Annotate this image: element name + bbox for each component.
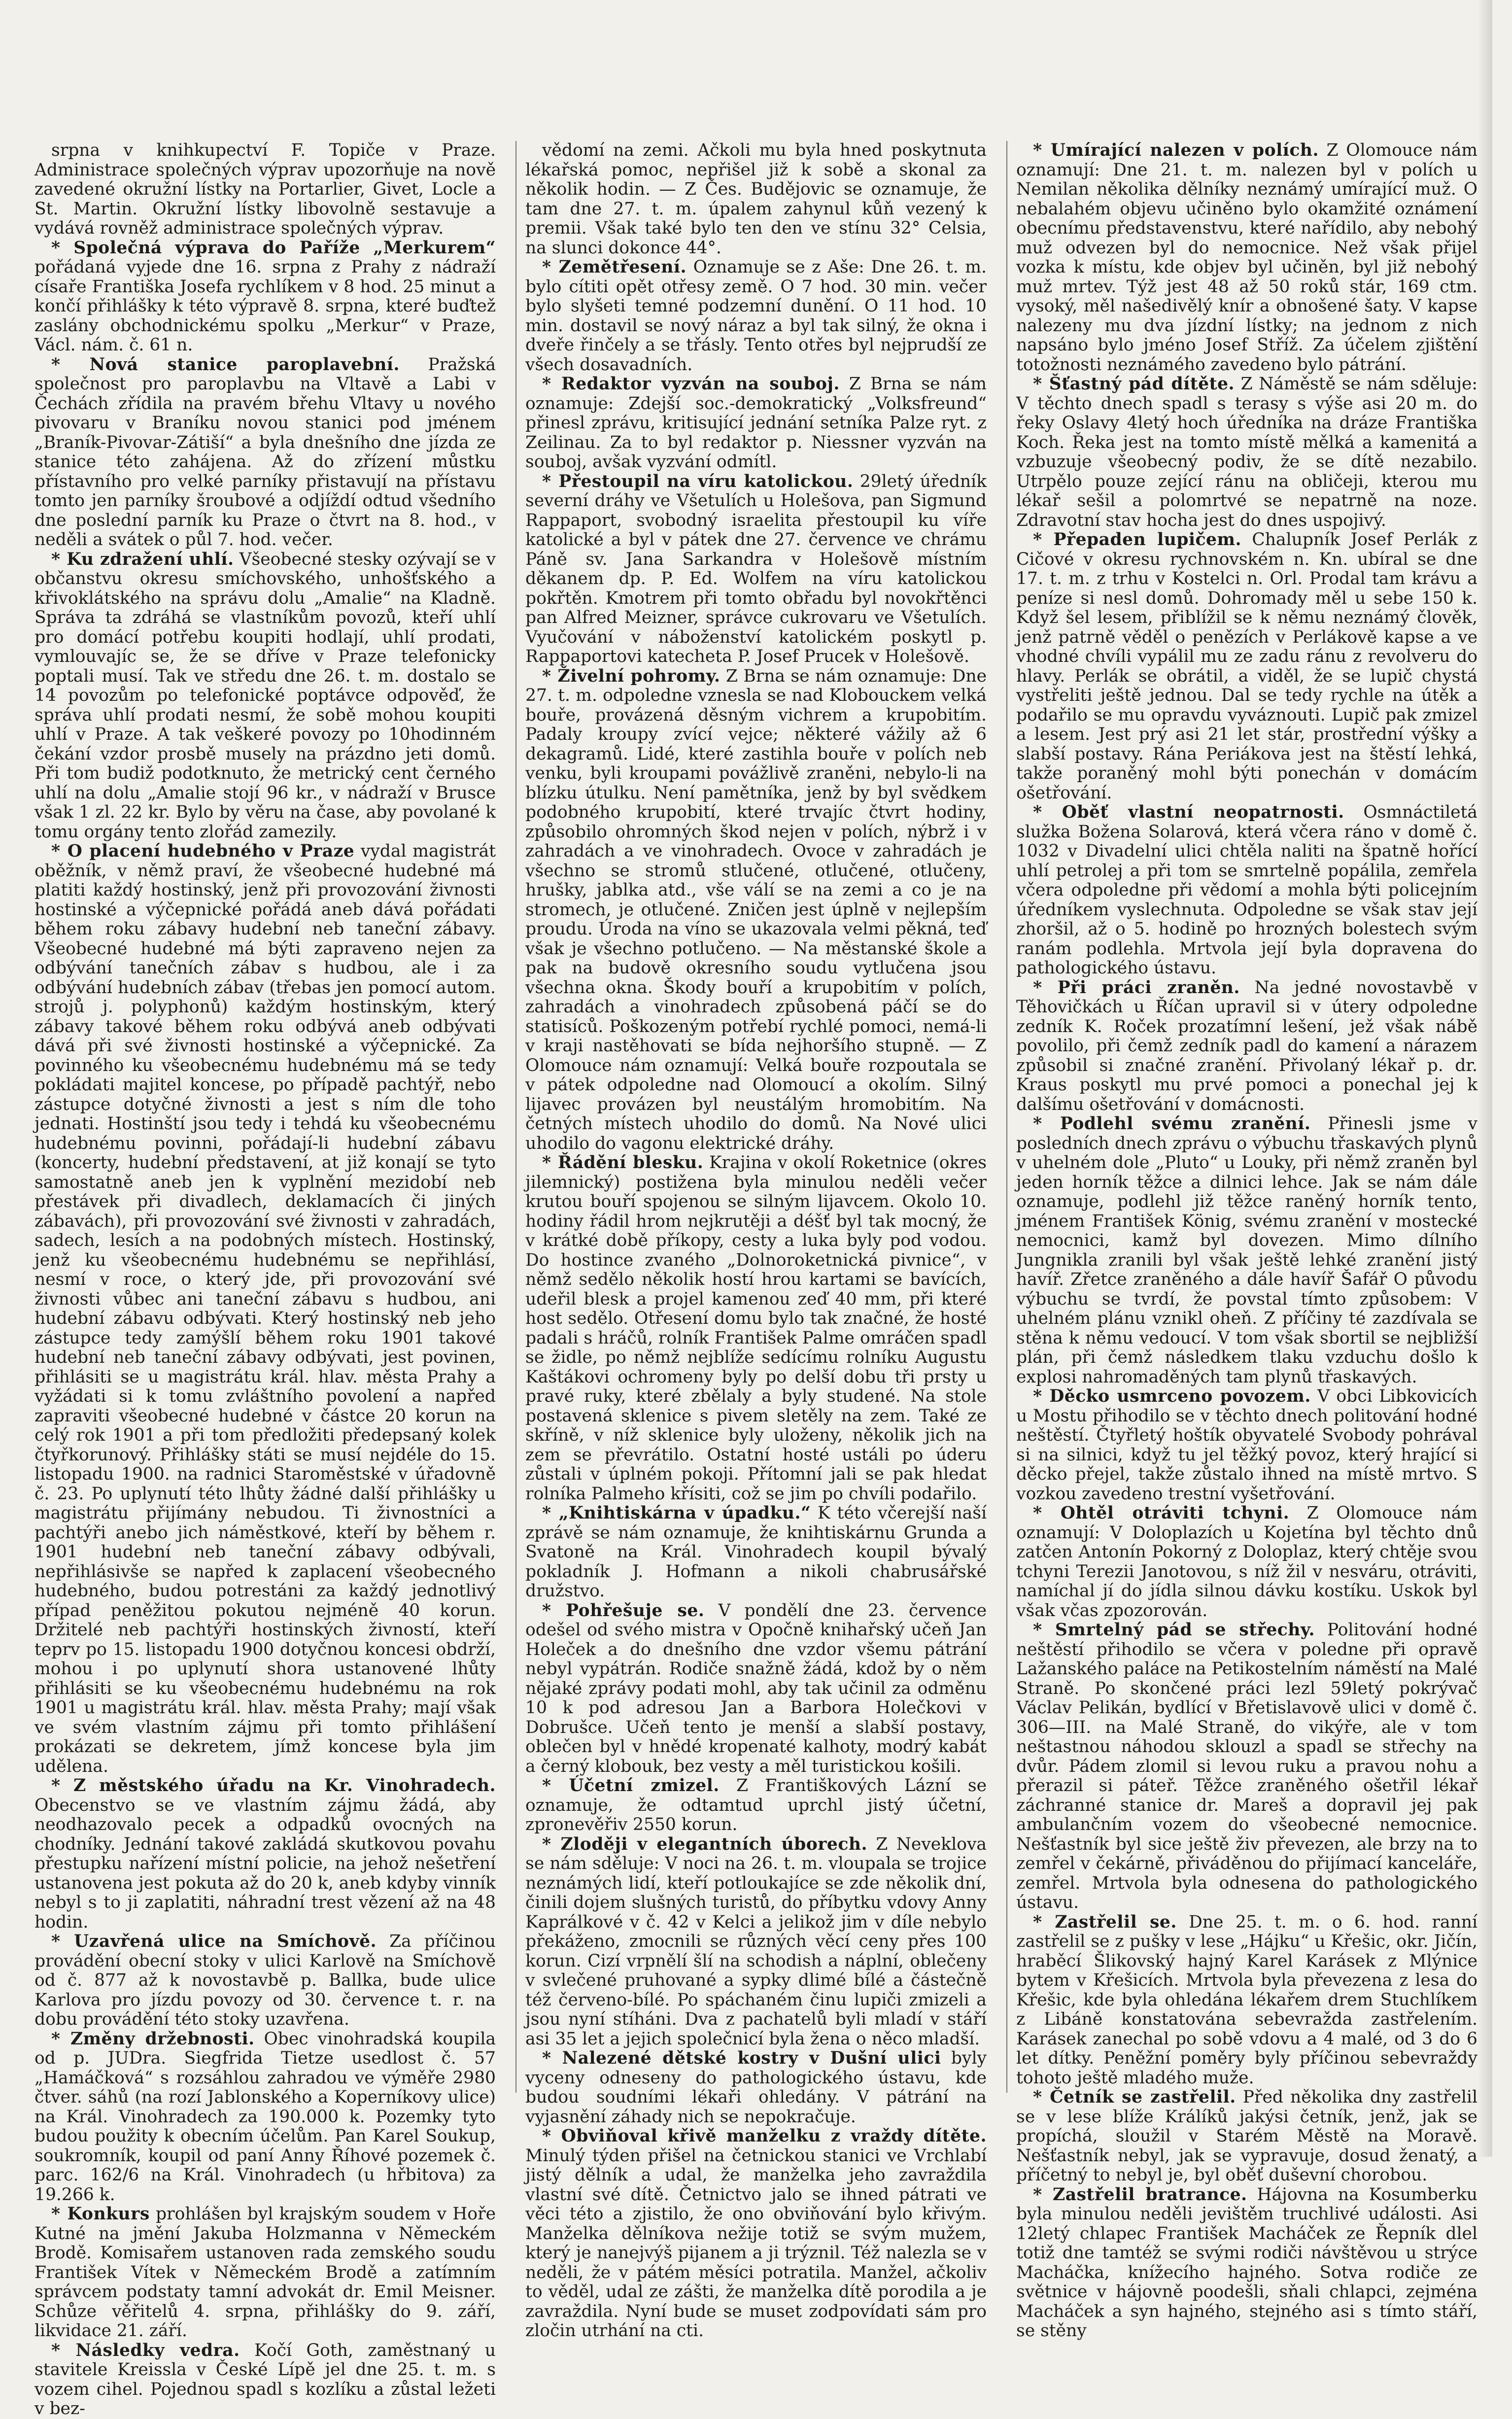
news-item bbox=[525, 1153, 987, 1504]
news-item-headline: * Konkurs bbox=[51, 2204, 150, 2224]
article-columns bbox=[34, 140, 1478, 2419]
news-item-headline: * Živelní pohromy. bbox=[542, 666, 721, 686]
news-item-text: Před několika dny zastřelil se v lese blíže Králíků jakýsi četník, jenž, jak se propíchá, sloužil v Starém Městě na Moravě. Nešťastník nebyl, jak se vypravuje, dosud ženatý, a příčetný to nebyl je, byl oběť duševní chorobou. bbox=[1016, 2087, 1478, 2185]
news-item-headline: * Ku zdražení uhlí. bbox=[51, 549, 234, 569]
news-item bbox=[34, 550, 496, 842]
news-item-headline: * Nová stanice paroplavební. bbox=[51, 354, 400, 375]
column-1 bbox=[34, 140, 496, 2419]
news-item-headline: * Přepaden lupičem. bbox=[1033, 530, 1241, 550]
news-item-headline: * Zloději v elegantních úborech. bbox=[542, 1834, 867, 1854]
news-item-text: Všeobecné stesky ozývají se v občanstvu okresu smíchovského, unhošťského a křivoklátského na správu dolu „Amalie“ na Kladně. Správa ta zdráhá se vlastníkům povozů, kteří uhlí pro domácí potřebu koupiti hodlají, uhlí prodati, vymlouvajíc se, že se dříve v Praze telefonicky poptali musí. Tak ve středu dne 26. t. m. dostalo se 14 povozům po telefonické poptávce odpověď, že správa uhlí prodati nesmí, že sobě mohou koupiti uhlí v Praze. A tak veškeré povozy po 10hodinném čekání vzdor prosbě musely na prázdno jeti domů. Při tom budiž podotknuto, že metrický cent černého uhlí na dolu „Amalie stojí 96 kr., v nádraží v Brusce však 1 zl. 22 kr. Bylo by věru na čase, aby povolané k tomu orgány tento zlořád zamezily. bbox=[34, 549, 496, 842]
news-item-text: K této včerejší naší zprávě se nám oznamuje, že knihtiskárnu Grunda a Svatoně na Král. Vinohradech koupil bývalý pokladník J. Hofmann a nikoli chabrusářské družstvo. bbox=[525, 1503, 987, 1601]
news-item-headline: * Zastřelil bratrance. bbox=[1033, 2184, 1247, 2205]
news-item-text: V obci Libkovicích u Mostu přihodilo se v těchto dnech politování hodné neštěstí. Čtyřletý hoštík obyvatelé Svobody pohrával si na silnici, když tu jel těžký povoz, který hrající si děcko přejel, takže zůstalo ihned na místě mrtvo. S vozkou zavedeno trestní vyšetřování. bbox=[1016, 1386, 1478, 1504]
news-item-text: Za příčinou provádění obecní stoky v ulici Karlově na Smíchově od č. 877 až k novostavbě p. Ballka, bude ulice Karlova pro jízdu povozy od 30. července t. r. na dobu provádění této stoky uzavřena. bbox=[34, 1932, 496, 2029]
news-item-text: Pražská společnost pro paroplavbu na Vltavě a Labi v Čechách zřídila na pravém břehu Vltavy u nového pivovaru v Braníku novou stanici pod jménem „Braník-Pivovar-Zátiší“ a byla dnešního dne jízda ze stanice této zahájena. Až do zřízení můstku přístavního pro velké parníky přistavují na přístavu tomto jen parníky šroubové a odjíždí odtud všedního dne poslední parník ku Praze o čtvrt na 8. hod., v neděli a svátek o půl 7. hod. večer. bbox=[34, 354, 496, 550]
news-item-text: prohlášen byl krajským soudem v Hoře Kutné na jmění Jakuba Holzmanna v Německém Brodě. Komisařem ustanoven rada zemského soudu František Vítek v Německém Brodě a zatímním správcem podstaty tamní advokát dr. Emil Meisner. Schůze věřitelů 4. srpna, přihlášky do 9. září, likvidace 21. září. bbox=[34, 2204, 496, 2341]
news-item bbox=[34, 842, 496, 1776]
news-item-headline: * Uzavřená ulice na Smíchově. bbox=[51, 1932, 377, 1951]
news-item bbox=[34, 2030, 496, 2205]
news-item-text: Z Neveklova se nám sděluje: V noci na 26. t. m. vloupala se trojice neznámých lidí, kteří potloukajíce se zde několik dní, činili dojem slušných turistů, do příbytku vdovy Anny Kaprálkové v č. 42 v Kelci a jelikož jim v díle nebylo překáženo, zmocnili se různých věcí ceny přes 100 korun. Cizí vrpnělí šlí na schodish a náplní, oblečeny v svlečené pruhované a sypky dlimé bílé a částečně též červeno-bílé. Po spáchaném činu lupiči zmizeli a jsou nyní stíháni. Dva z pachatelů byli mladí v stáří asi 35 let a jejich společnicí byla žena o něco mladší. bbox=[525, 1834, 987, 2049]
news-item-headline: * Zemětřesení. bbox=[542, 257, 687, 277]
news-item-text: Z Brna se nám oznamuje: Dne 27. t. m. odpoledne vznesla se nad Klobouckem velká bouře, provázená děsným vichrem a krupobitím. Padaly kroupy zvící vejce; některé vážily až 6 dekagramů. Lidé, které zastihla bouře v polích neb venku, byli kroupami povážlivě zraněni, nebylo-li na blízku útulku. Není pamětníka, jenž by byl svědkem podobného krupobití, které trvajíc čtvrt hodiny, způsobilo ohromných škod nejen v polích, nýbrž i v zahradách a ve vinohradech. Ovoce v zahradách je všechno se stromů stlučené, otlučené, otlučeny, hrušky, jablka atd., vše válí se na zemi a co je na stromech, je otlučené. Zničen jest úplně v nejlepším proudu. Úroda na víno se ukazovala velmi pěkná, teď však je všechno potlučeno. — Na městanské škole a pak na budově okresního soudu vytlučena jsou všechna okna. Škody bouří a krupobitím v polích, zahradách a vinohradech způsobená páčí se do statisíců. Poškozeným potřebí rychlé pomoci, nemá-li v kraji nastěhovati se bída nejhoršího stupně. — Z Olomouce nám oznamují: Velká bouře rozpoutala se v pátek odpoledne nad Olomoucí a okolím. Silný lijavec provázen byl neustálým hromobitím. Na četných místech uhodilo do domů. Na Nové ulici uhodilo do vagonu elektrické dráhy. bbox=[525, 666, 987, 1153]
news-item bbox=[525, 1504, 987, 1601]
news-item-headline: * Následky vedra. bbox=[51, 2340, 240, 2360]
news-item-text: Z Olomouce nám oznamují: V Doloplazích u Kojetína byl těchto dnů zatčen Antonín Pokorný z Doloplaz, který chtěje svou tchyni Terezii Janotovou, s níž žil v nesváru, otráviti, namíchal jí do jídla silnou dávku kostíku. Uskok byl však včas zpozorován. bbox=[1016, 1503, 1478, 1621]
news-item-text: Oznamuje se z Aše: Dne 26. t. m. bylo cítiti opět otřesy země. O 7 hod. 30 min. večer bylo slyšeti temné podzemní dunění. O 11 hod. 10 min. dostavil se nový náraz a byl tak silný, že okna i dveře řinčely a se třásly. Tento otřes byl nejprudší ze všech dosavadních. bbox=[525, 257, 987, 375]
news-item-headline: * Ohtěl otráviti tchyni. bbox=[1033, 1503, 1290, 1523]
news-item-text: Z Brna se nám oznamuje: Zdejší soc.-demokratický „Volksfreund“ přinesl zprávu, kritisující jednání setníka Palze ryt. z Zeilinau. Za to byl redaktor p. Niessner vyzván na souboj, avšak vyzvání odmítl. bbox=[525, 374, 987, 472]
news-item-text: Z Olomouce nám oznamují: Dne 21. t. m. nalezen byl v polích u Nemilan několika dělníky neznámý umírající muž. O nebalahém objevu učiněno bylo okamžité oznámení obecnímu představenstvu, které nařídilo, aby nebohý muž odvezen byl do nemocnice. Než však přijel vozka k místu, kde objev byl učiněn, byl již nebohý muž mrtev. Týž jest 48 až 50 roků stár, 169 ctm. vysoký, měl našedivělý knír a obnošené šaty. V kapse nalezeny mu dva jízdní lístky; na jednom z nich napsáno bylo jméno Josef Stříž. Za účelem zjištění totožnosti neznámého zavedeno bylo pátrání. bbox=[1016, 140, 1478, 375]
news-item bbox=[34, 2205, 496, 2341]
column-2 bbox=[515, 140, 987, 2341]
news-item-text: srpna v knihkupectví F. Topiče v Praze. Administrace společných výprav upozorňuje na nově zavedené okružní lístky na Portarlier, Givet, Locle a St. Martin. Okružní lístky libovolně sestavuje a vydává rovněž administrace společných výprav. bbox=[34, 140, 496, 238]
news-item-headline: * Přestoupil na víru katolickou. bbox=[542, 471, 854, 491]
news-item-text: vydal magistrát oběžník, v němž praví, že všeobecné hudebné má platiti každý hostinský, jenž při provozování živnosti hostinské a výčepnické pořádá aneb dává pořádati během roku zábavy hudební neb taneční zábavy. Všeobecné hudebné má býti zapraveno nejen za odbývání tanečních zábav s hudbou, ale i za odbývání hudebních zábav (třebas jen pomocí autom. strojů j. polyphonů) každým hostinským, který zábavy takové během roku odbývá aneb odbývati dává při své živnosti hostinské a výčepnické. Za povinného ku všeobecnému hudebnému má se tedy pokládati majitel koncese, po případě pachtýř, nebo zástupce dotyčné živnosti a jest s ním dle toho jednati. Hostinští jsou tedy i tehdá ku všeobecnému hudebnému povinni, pořádají-li hudební zábavu (koncerty, hudební představení, at již konají se tyto samostatně aneb jen k vyplnění mezidobí neb přestávek při divadlech, deklamacích či jiných zábavách), při provozování své živnosti v zahradách, sadech, lesích a na podobných místech. Hostinský, jenž ku všeobecnému hudebnému se nepřihlásí, nesmí v roce, o který jde, při provozování své živnosti vůbec ani taneční zábavu s hudbou, ani hudební zábavu odbývati. Který hostinský neb jeho zástupce tedy zamýšlí během roku 1901 takové hudební neb taneční zábavy odbývati, jest povinen, přihlásiti se u magistrátu král. hlav. města Prahy a vyžádati si k tomu zvláštního povolení a napřed zapraviti všeobecné hudebné v částce 20 korun na celý rok 1901 a při tom předložiti předepsaný kolek čtyřkorunový. Přihlášky státi se musí nejdéle do 15. listopadu 1900. na radnici Staroměstské v úřadovně č. 23. Po uplynutí této lhůty žádné další přihlášky u magistrátu přijímány nebudou. Ti živnostníci a pachtýři anebo jich náměstkové, kteří by během r. 1901 hudební neb taneční zábavy odbývali, nepřihlásivše se napřed k zaplacení všeobecného hudebného, budou potrestáni za každý jednotlivý případ peněžitou pokutou nejméně 40 korun. Držitelé neb pachtýři hostinských živností, kteří teprv po 15. listopadu 1900 dotyčnou koncesi obdrží, mohou i po uplynutí shora ustanovené lhůty přihlásiti se ku všeobecnému hudebnému na rok 1901 u magistrátu král. hlav. města Prahy; mají však ve svém vlastním zájmu při tomto přihlášení prokázati se dekretem, jímž koncese byla jim udělena. bbox=[34, 841, 496, 1776]
news-item bbox=[1016, 803, 1478, 978]
news-item bbox=[1016, 141, 1478, 375]
column-3 bbox=[1006, 140, 1478, 2341]
news-item bbox=[525, 472, 987, 667]
news-item-headline: * Zastřelil se. bbox=[1033, 1912, 1177, 1932]
news-item-text: 29letý úředník severní dráhy ve Všetulích u Holešova, pan Sigmund Rappaport, svobodný israelita přestoupil ku víře katolické a byl v pátek dne 27. července ve chrámu Páně sv. Jana Sarkandra v Holešově místním děkanem dp. P. Ed. Wolfem na víru katolickou pokřtěn. Kmotrem při tomto obřadu byl novokřtěnci pan Alfred Meizner, správce cukrovaru ve Všetulích. Vyučování v náboženství katolickém poskytl p. Rappaportovi katecheta P. Josef Prucek v Holešově. bbox=[525, 471, 987, 666]
news-item-text: pořádaná vyjede dne 16. srpna z Prahy z nádraží císaře Františka Josefa rychlíkem v 8 hod. 25 minut a končí přihlášky k této výpravě 8. srpna, které buďtež zaslány obchodnickému spolku „Merkur“ v Praze, Václ. nám. č. 61 n. bbox=[34, 257, 496, 355]
news-item bbox=[1016, 978, 1478, 1115]
news-item bbox=[1016, 2088, 1478, 2185]
news-item-headline: * Šťastný pád dítěte. bbox=[1033, 374, 1235, 394]
news-item-headline: * Účetní zmizel. bbox=[542, 1776, 720, 1796]
news-item bbox=[525, 1601, 987, 1777]
news-item bbox=[525, 1776, 987, 1835]
news-item-text: Kočí Goth, zaměstnaný u stavitele Kreissla v České Lípě jel dne 25. t. m. s vozem cihel. Pojednou spadl s kozlíku a zůstal ležeti v bez- bbox=[34, 2340, 496, 2419]
news-item-text: Krajina v okolí Roketnice (okres jilemnický) postižena byla minulou neděli večer krutou bouří spojenou se silným lijavcem. Okolo 10. hodiny řádil hrom nejkrutěji a déšť byl tak mocný, že v krátké době příkopy, cesty a luka byly pod vodou. Do hostince zvaného „Dolnoroketnická pivnice“, v němž sedělo několik hostí hrou kartami se bavících, udeřil blesk a projel kamenou zeď 40 mm, při které host sedělo. Otřesení domu bylo tak značné, že hosté padali s hráčů, rolník František Palme omráčen spadl se židle, po němž nejblíže sedícímu rolníku Augustu Kaštákovi ochromeny byly po delší dobu tři prsty u pravé ruky, které zbělaly a byly studené. Na stole postavená sklenice s pivem sletěly na zem. Také ze skříně, v níž sklenice byly uloženy, několik jich na zem se převrátilo. Ostatní hosté ustáli po úderu zůstali v úplném pokoji. Přítomní jali se pak hledat rolníka Palmeho křísiti, což se jim po chvíli podařilo. bbox=[525, 1153, 987, 1504]
news-item-text: Přinesli jsme v posledních dnech zprávu o výbuchu třaskavých plynů v uhelném dole „Pluto“ u Louky, při němž zraněn byl jeden horník těžce a dilnici lehce. Jak se nám dále oznamuje, podlehl již těžce raněný horník tento, jménem František König, svému zranění v mostecké nemocnici, kamž byl dovezen. Mimo dílníhо Jungnikla zranili byl však ještě lehké zranění jistý havíř. Zřetce zraněného a dále havíř Šafář O původu výbuchu se tvrdí, že povstal tímto způsobem: V uhelném plánu vznikl oheň. Z příčiny té zazdívala se stěna k němu vedoucí. V tom však sbortil se nejbližší plán, při čemž následkem tlaku vzduchu došlo k explosi nahromaděných tam plynů třaskavých. bbox=[1016, 1114, 1478, 1387]
news-item bbox=[525, 2049, 987, 2127]
news-item-headline: * Pohřešuje se. bbox=[542, 1600, 705, 1621]
news-item bbox=[34, 355, 496, 550]
news-item bbox=[1016, 1621, 1478, 1913]
news-item bbox=[1016, 530, 1478, 803]
news-item bbox=[1016, 375, 1478, 530]
news-item-headline: * „Knihtiskárna v úpadku.“ bbox=[542, 1503, 811, 1523]
news-item bbox=[1016, 1114, 1478, 1387]
page-edge-shadow bbox=[1478, 0, 1492, 2157]
news-item bbox=[1016, 1387, 1478, 1504]
news-item bbox=[1016, 2185, 1478, 2341]
news-item-headline: * Obviňoval křivě manželku z vraždy dítěte. bbox=[542, 2126, 987, 2146]
news-item-text: Chalupník Josef Perlák z Cičové v okresu rychnovském n. Kn. ubíral se dne 17. t. m. z trhu v Kostelci n. Orl. Prodal tam krávu a peníze si nesl domů. Dohromady měl u sebe 150 k. Když šel lesem, přiblížil se k němu neznámý člověk, jenž patrně věděl o penězích v Perlákově kapse a ve vhodné chvíli vypálil mu ze zadu ránu z revolveru do hlavy. Perlák se obrátil, a viděl, že se lupič chystá vystřeliti ještě jednou. Dal se tedy rychle na útěk a podařilo se mu opravdu vyváznouti. Lupič pak zmizel a lesem. Jest prý asi 21 let stár, prostřední výšky a slabší postavy. Rána Periákova jest na štěstí lehká, takže poraněný mohl býti ponechán v domácím ošetřování. bbox=[1016, 530, 1478, 803]
news-item-text: V pondělí dne 23. července odešel od svého mistra v Opočně knihařský učeň Jan Holeček a do dnešního dne vzdor všemu pátrání nebyl vypátrán. Rodiče snažně žádá, kdož by o něm nějaké zprávy podati mohl, aby tak učinil za odměnu 10 k pod adresou Jan a Barbora Holečkovi v Dobrušce. Učeň tento je menší a slabší postavy, oblečen byl v hnědé kropenaté kalhoty, modrý kabát a černý klobouk, bez vesty a měl turistickou košili. bbox=[525, 1600, 987, 1776]
news-item-text: Z Náměstě se nám sděluje: V těchto dnech spadl s terasy s výše asi 20 m. do řeky Oslavy 4letý hoch úředníka na dráze Františka Koch. Řeka jest na tomto místě mělká a kamenitá a vzbuzuje všeobecný podiv, že se dítě nezabilo. Utrpělo pouze zející ránu na obličeji, kterou mu lékař sešil a polomrtvé se nepatrně na noze. Zdravotní stav hocha jest do dnes uspojivý. bbox=[1016, 374, 1478, 530]
news-item-text: Politování hodné neštěstí přihodilo se včera v poledne při opravě Lažanského paláce na Petikostelním náměstí na Malé Straně. Po skončené práci lezl 59letý pokrývač Václav Pelikán, bydlící v Břetislavově ulici v domě č. 306—III. na Malé Straně, do vikýře, ale v tom neštastnou náhodou sklouzl a spadl se střechy na dvůr. Pádem zlomil si levou ruku a pravou nohu a přerazil si páteř. Těžce zraněného ošetřil lékař záchranné stanice dr. Mareš a dopravil jej pak ambulančním vozem do všeobecné nemocnice. Nešťastník byl sice ještě živ převezen, ale brzy na to zemřel v čekárně, přiváděnou do přijímací kanceláře, zemřel. Mrtvola byla odnesena do pathologického ústavu. bbox=[1016, 1620, 1478, 1912]
news-item bbox=[525, 667, 987, 1154]
news-item-headline: * Z městského úřadu na Kr. Vinohradech. bbox=[51, 1776, 496, 1796]
news-item bbox=[525, 375, 987, 472]
news-item bbox=[1016, 1913, 1478, 2088]
news-item bbox=[525, 258, 987, 375]
news-item-text: Obecenstvo se ve vlastním zájmu žádá, aby neodhazovalo pecek a odpadků ovocných na chodníky. Jednání takové zakládá skutkovou povahu přestupku nařízení místní policie, na jehož nešetření ustanovena jest pokuta až do 20 k, aneb kdyby vinník nebyl s to ji zaplatiti, náhradní trest vězení až na 48 hodin. bbox=[34, 1795, 496, 1932]
news-item bbox=[525, 1835, 987, 2049]
news-item-text: Z Františkových Lázní se oznamuje, že odtamtud uprchl jistý účetní, zpronevěřiv 2550 korun. bbox=[525, 1776, 987, 1834]
news-item-headline: * Při práci zraněn. bbox=[1033, 977, 1240, 998]
news-item bbox=[525, 2127, 987, 2341]
news-item bbox=[525, 141, 987, 258]
news-item-text: Na jedné novostavbě v Těhovičkách u Říčan upravil si v útery odpoledne zedník K. Roček prozatímní lešení, jež však nábě povolilo, při čemž zedník padl do kamení a nárazem způsobil si značné zranění. Přivolaný lékař p. dr. Kraus poskytl mu prvé pomoci a ponechal jej k dalšímu ošetřování v domácnosti. bbox=[1016, 977, 1478, 1114]
news-item bbox=[34, 1776, 496, 1932]
news-item bbox=[34, 2341, 496, 2419]
news-item-headline: * Řádění blesku. bbox=[542, 1153, 704, 1173]
news-item-headline: * Společná výprava do Paříže „Merkurem“ bbox=[51, 238, 496, 258]
news-item-text: Dne 25. t. m. o 6. hod. ranní zastřelil se z pušky v lese „Hájku“ u Křešic, okr. Jičín, hraběcí Šlikovský hajný Karel Karásek z Mlýnice bytem v Křešicích. Mrtvola byla převezena z lesa do Křešic, kde byla ohledána lékařem drem Stuchlíkem z Libáně konstatována sebevražda zastřelením. Karásek zanechal po sobě vdovu a 4 malé, od 3 do 6 let dítky. Peněžní poměry byly příčinou sebevraždy tohoto ještě mladého muže. bbox=[1016, 1912, 1478, 2088]
news-item bbox=[34, 239, 496, 355]
news-item-text: byly vyceny odneseny do pathologického ústavu, kde budou soudními lékaři ohledány. V pátrání na vyjasnění záhady nich se nepokračuje. bbox=[525, 2048, 987, 2127]
news-item-headline: * Podlehl svému zranění. bbox=[1033, 1114, 1311, 1134]
news-item-text: Minulý týden přišel na četnickou stanici ve Vrchlabí jistý dělník a udal, že manželka jeho zavraždila vlastní své dítě. Četnictvo jalo se ihned pátrati ve věci této a zjistilo, že ono obviňování bylo křivým. Manželka dělníkova nežije totiž se svým mužem, který je nanejvýš pijanem a ji trýznil. Též nalezla se v neděli, že v pátém měsíci potratila. Manžel, ačkoliv to věděl, udal ze zášti, že manželka dítě porodila a je zavraždila. Nyní bude se muset zodpovídati sám pro zločin utrhání na cti. bbox=[525, 2145, 987, 2341]
news-item-headline: * Smrtelný pád se střechy. bbox=[1033, 1620, 1315, 1640]
news-item-headline: * Četník se zastřelil. bbox=[1033, 2087, 1236, 2107]
news-item-headline: * O placení hudebného v Praze bbox=[51, 841, 355, 861]
news-item-headline: * Redaktor vyzván na souboj. bbox=[542, 374, 840, 394]
news-item-text: vědomí na zemi. Ačkoli mu byla hned poskytnuta lékařská pomoc, nepřišel již k sobě a skonal za několik hodin. — Z Čes. Budějovic se oznamuje, že tam dne 27. t. m. úpalem zahynul kůň vezený k premii. Však také bylo ten den ve stínu 32° Celsia, na slunci dokonce 44°. bbox=[525, 140, 987, 258]
news-item-headline: * Děcko usmrceno povozem. bbox=[1033, 1386, 1311, 1406]
news-item-text: Hájovna na Kosumberku byla minulou neděli jevištěm truchlivé události. Asi 12letý chlapec František Macháček ze Řepník dlel totiž dne tamtéž se svými rodiči návštěvou u strýce Macháčka, knížecího hajného. Sotva rodiče ze světnice v hájovně poodešli, sňali chlapci, zejména Macháček a syn hajného, stejného asi s tímto stáří, se stěny bbox=[1016, 2184, 1478, 2341]
news-item bbox=[1016, 1504, 1478, 1621]
news-item bbox=[34, 141, 496, 239]
news-item-headline: * Změny držebnosti. bbox=[51, 2029, 255, 2049]
news-item-headline: * Umírající nalezen v polích. bbox=[1033, 140, 1319, 160]
news-item-text: Osmnáctiletá služka Božena Solarová, která včera ráno v domě č. 1032 v Divadelní ulici chtěla naliti na špatně hořící uhlí petrolej a při tom se smrtelně popálila, zemřela včera odpoledne při vědomí a mohla býti policejním úředníkem vyslechnuta. Odpoledne se však stav její zhoršil, až o 5. hodině po hrozných bolestech svým ranám podlehla. Mrtvola její byla dopravena do pathologického ústavu. bbox=[1016, 802, 1478, 978]
news-item-headline: * Oběť vlastní neopatrnosti. bbox=[1033, 802, 1344, 822]
news-item-text: Obec vinohradská koupila od p. JUDra. Siegfrida Tietze usedlost č. 57 „Hamáčková“ s rozsáhlou zahradou ve výměře 2980 čtver. sáhů (na rozí Jablonského a Koperníkovy ulice) na Král. Vinohradech za 190.000 k. Pozemky tyto budou použity k obecním účelům. Pan Karel Soukup, soukromník, koupil od paní Anny Říhové pozemek č. parc. 162/6 na Král. Vinohradech (u hřbitova) za 19.266 k. bbox=[34, 2029, 496, 2205]
news-item-headline: * Nalezené dětské kostry v Dušní ulici bbox=[542, 2048, 941, 2068]
news-item bbox=[34, 1932, 496, 2030]
